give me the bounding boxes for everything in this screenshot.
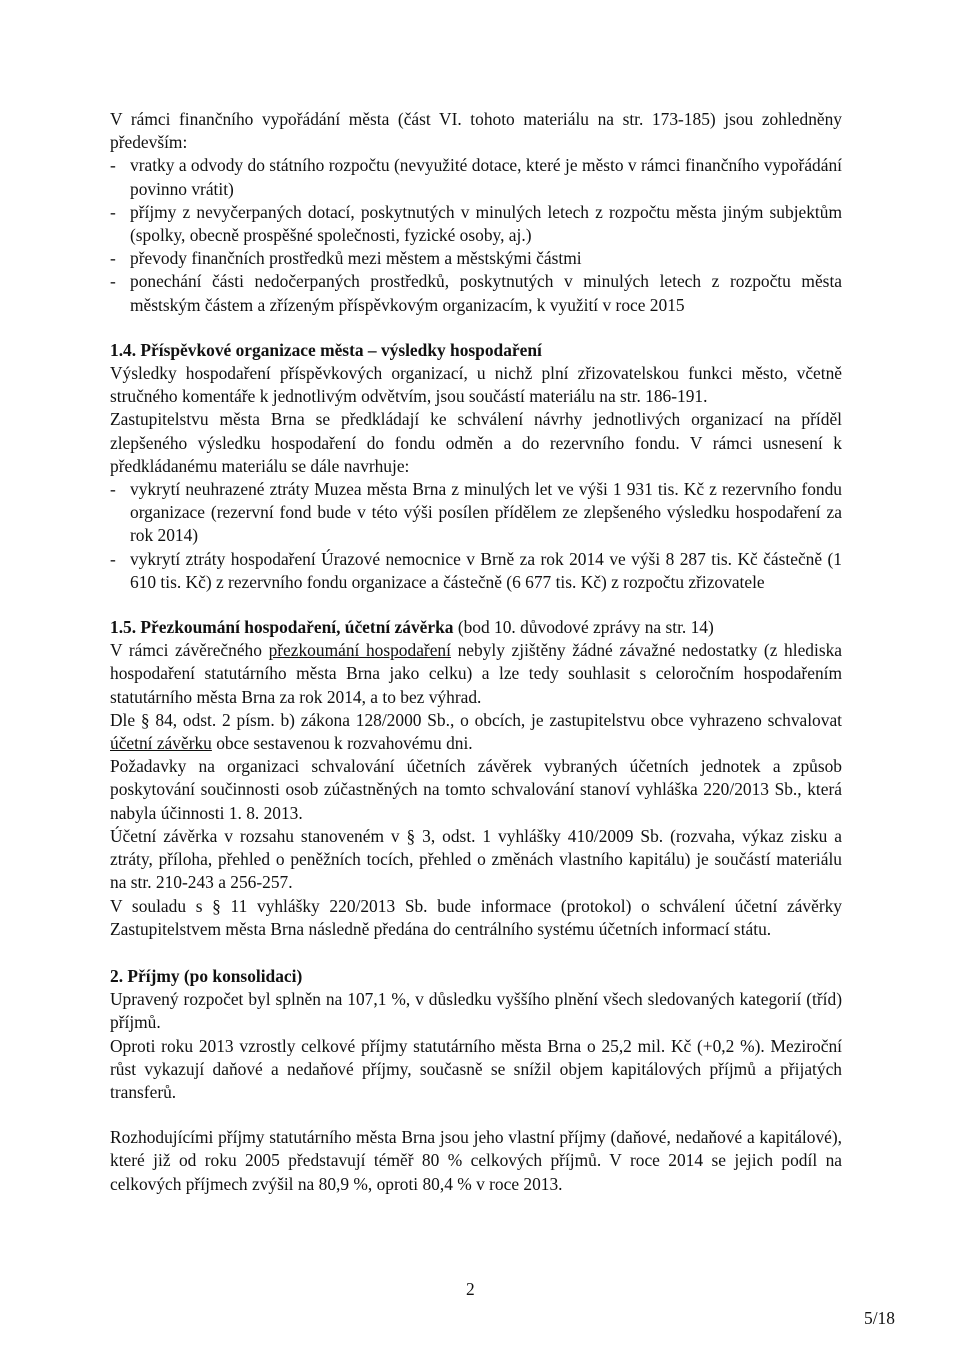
- paragraph: Upravený rozpočet byl splněn na 107,1 %, v důsledku vyššího plnění všech sledovaných kategorií (tříd) příjmů.: [110, 989, 842, 1033]
- section-heading-2: 2. Příjmy (po konsolidaci): [110, 965, 303, 986]
- paragraph: Oproti roku 2013 vzrostly celkové příjmy statutárního města Brna o 25,2 mil. Kč (+0,2 %). Meziroční růst vykazují daňové a nedaňové příjmy, současně se snížil objem kapitálových příjmů a přijatých transferů.: [110, 1035, 842, 1102]
- dash-bullet: -: [110, 548, 116, 569]
- list-item: - ponechání části nedočerpaných prostředků, poskytnutých v minulých letech z rozpočtu města městským částem a zřízeným příspěvkovým organizacím, k využití v roce 2015: [110, 270, 842, 316]
- underlined-term: přezkoumání hospodaření: [268, 640, 451, 661]
- paragraph: V rámci závěrečného přezkoumání hospodaření nebyly zjištěny žádné závažné nedostatky (z hlediska hospodaření statutárního města Brna jako celku) a lze tedy souhlasit s celoročním hospodařením statutárního města Brna za rok 2014, a to bez výhrad.: [110, 640, 843, 707]
- dash-bullet: -: [110, 271, 116, 292]
- dash-bullet: -: [110, 248, 116, 269]
- paragraph: Požadavky na organizaci schvalování účetních závěrek vybraných účetních jednotek a způsob poskytování součinnosti osob zúčastněných na tomto schvalování stanoví vyhláška 220/2013 Sb., která nabyla účinnosti 1. 8. 2013.: [110, 756, 842, 823]
- section-heading-1-4: 1.4. Příspěvkové organizace města – výsledky hospodaření: [110, 339, 542, 360]
- paragraph: Dle § 84, odst. 2 písm. b) zákona 128/2000 Sb., o obcích, je zastupitelstvu obce vyhrazeno schvalovat účetní závěrku obce sestavenou k rozvahovému dni.: [110, 709, 842, 754]
- paragraph: Zastupitelstvu města Brna se předkládají ke schválení návrhy jednotlivých organizací na příděl zlepšeného výsledku hospodaření do fondu odměn a do rezervního fondu. V rámci usnesení k předkládanému materiálu se dále navrhuje:: [110, 409, 842, 476]
- intro-paragraph: V rámci finančního vypořádání města (část VI. tohoto materiálu na str. 173-185) jsou zohledněny především:: [110, 109, 842, 153]
- sheet-number: 5/18: [864, 1308, 895, 1328]
- dash-bullet: -: [110, 201, 116, 222]
- paragraph: V souladu s § 11 vyhlášky 220/2013 Sb. bude informace (protokol) o schválení účetní závěrky Zastupitelstvem města Brna následně předána do centrálního systému účetních informací státu.: [110, 895, 842, 939]
- paragraph: Rozhodujícími příjmy statutárního města Brna jsou jeho vlastní příjmy (daňové, nedaňové a kapitálové), které již od roku 2005 představují téměř 80 % celkových příjmů. V roce 2014 se jejich podíl na celkových příjmech zvýšil na 80,9 %, oproti 80,4 % v roce 2013.: [110, 1127, 842, 1194]
- section-heading-1-5: 1.5. Přezkoumání hospodaření, účetní závěrka (bod 10. důvodové zprávy na str. 14): [110, 617, 714, 638]
- underlined-term: účetní závěrku: [110, 733, 212, 754]
- page-number: 2: [466, 1279, 475, 1299]
- list-item: - převody finančních prostředků mezi městem a městskými částmi: [110, 247, 842, 270]
- list-item: - vykrytí ztráty hospodaření Úrazové nemocnice v Brně za rok 2014 ve výši 8 287 tis. Kč částečně (1 610 tis. Kč) z rezervního fondu organizace a částečně (6 677 tis. Kč) z rozpočtu zřizovatele: [110, 548, 842, 594]
- dash-bullet: -: [110, 155, 116, 176]
- document-body: [110, 108, 842, 1196]
- paragraph: Účetní závěrka v rozsahu stanoveném v § 3, odst. 1 vyhlášky 410/2009 Sb. (rozvaha, výkaz zisku a ztráty, příloha, přehled o peněžních tocích, přehled o změnách vlastního kapitálu) je součástí materiálu na str. 210-243 a 256-257.: [110, 825, 842, 893]
- list-item: - vykrytí neuhrazené ztráty Muzea města Brna z minulých let ve výši 1 931 tis. Kč z rezervního fondu organizace (rezervní fond bude v této výši posílen přídělem ze zlepšeného výsledku hospodaření za rok 2014): [110, 478, 842, 548]
- paragraph: Výsledky hospodaření příspěvkových organizací, u nichž plní zřizovatelskou funkci město, včetně stručného komentáře k jednotlivým odvětvím, jsou součástí materiálu na str. 186-191.: [110, 363, 842, 407]
- dash-bullet: -: [110, 479, 116, 500]
- list-item: - příjmy z nevyčerpaných dotací, poskytnutých v minulých letech z rozpočtu města jiným subjektům (spolky, obecně prospěšné společnosti, fyzické osoby, aj.): [110, 201, 842, 247]
- list-item: - vratky a odvody do státního rozpočtu (nevyužité dotace, které je město v rámci finančního vypořádání povinno vrátit): [110, 154, 842, 200]
